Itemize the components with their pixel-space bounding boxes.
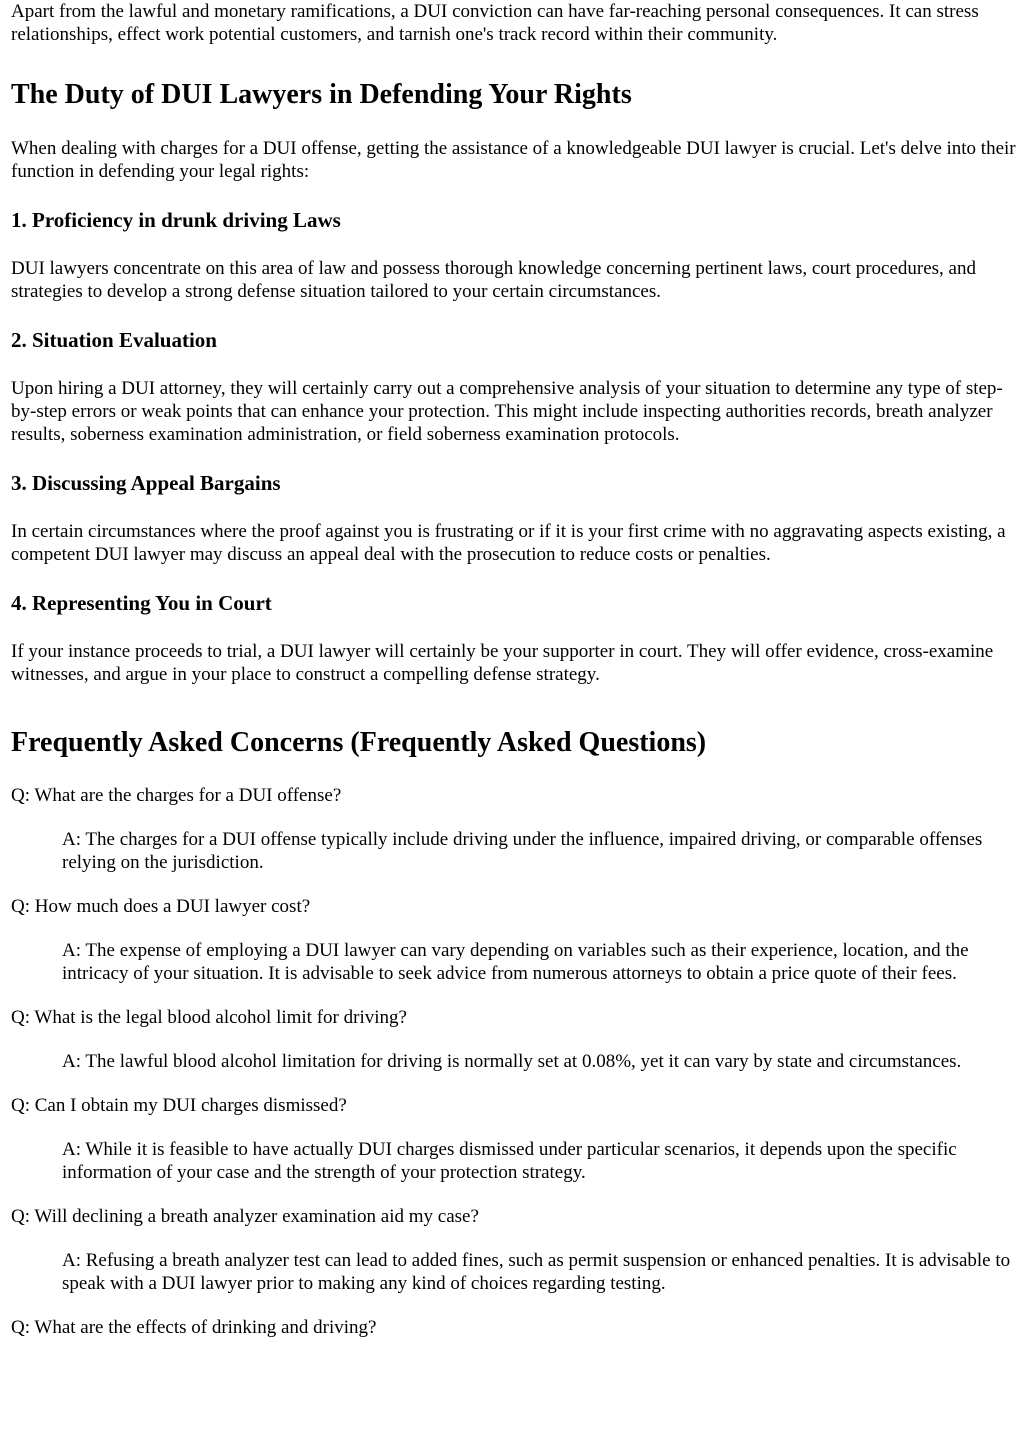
faq-question: Q: What are the effects of drinking and driving? [11,1317,377,1338]
section-lead-paragraph: When dealing with charges for a DUI offense, getting the assistance of a knowledgeable DUI lawyer is crucial. Let's delve into their function in defending your legal rights: [11,138,1016,182]
faq-answer: A: The expense of employing a DUI lawyer can vary depending on variables such as their experience, location, and the intricacy of your situation. It is advisable to seek advice from numerous attorneys to obtain a price quote of their fees. [62,940,969,984]
faq-answer: A: The charges for a DUI offense typically include driving under the influence, impaired driving, or comparable offenses relying on the jurisdiction. [62,829,983,873]
paragraph-evaluation: Upon hiring a DUI attorney, they will certainly carry out a comprehensive analysis of your situation to determine any type of step-by-step errors or weak points that can enhance your protection. This might include inspecting authorities records, breath analyzer results, soberness examination administration, or field soberness examination protocols. [11,378,1003,445]
faq-answer: A: The lawful blood alcohol limitation for driving is normally set at 0.08%, yet it can vary by state and circumstances. [62,1051,962,1072]
subheading-proficiency: 1. Proficiency in drunk driving Laws [11,208,341,232]
intro-paragraph: Apart from the lawful and monetary ramifications, a DUI conviction can have far-reaching personal consequences. It can stress relationships, effect work potential customers, and tarnish one's track record within their community. [11,1,979,45]
faq-question: Q: What are the charges for a DUI offense? [11,785,342,806]
subheading-court: 4. Representing You in Court [11,591,272,615]
faq-question: Q: Will declining a breath analyzer examination aid my case? [11,1206,479,1227]
subheading-appeal-bargains: 3. Discussing Appeal Bargains [11,471,281,495]
paragraph-court: If your instance proceeds to trial, a DUI lawyer will certainly be your supporter in court. They will offer evidence, cross-examine witnesses, and argue in your place to construct a compelling defense strategy. [11,641,994,685]
faq-question: Q: What is the legal blood alcohol limit for driving? [11,1007,407,1028]
faq-list [11,784,1016,1339]
faq-answer: A: Refusing a breath analyzer test can lead to added fines, such as permit suspension or enhanced penalties. It is advisable to speak with a DUI lawyer prior to making any kind of choices regarding testing. [62,1250,1011,1294]
paragraph-appeal-bargains: In certain circumstances where the proof against you is frustrating or if it is your first crime with no aggravating aspects existing, a competent DUI lawyer may discuss an appeal deal with the prosecution to reduce costs or penalties. [11,521,1006,565]
faq-answer: A: While it is feasible to have actually DUI charges dismissed under particular scenarios, it depends upon the specific information of your case and the strength of your protection strategy. [62,1139,957,1183]
paragraph-proficiency: DUI lawyers concentrate on this area of law and possess thorough knowledge concerning pertinent laws, court procedures, and strategies to develop a strong defense situation tailored to your certain circumstances. [11,258,976,302]
faq-question: Q: Can I obtain my DUI charges dismissed? [11,1095,347,1116]
section-heading-duty: The Duty of DUI Lawyers in Defending Your Rights [11,79,632,110]
section-heading-faq: Frequently Asked Concerns (Frequently Asked Questions) [11,727,707,758]
faq-question: Q: How much does a DUI lawyer cost? [11,896,311,917]
subheading-evaluation: 2. Situation Evaluation [11,328,217,352]
